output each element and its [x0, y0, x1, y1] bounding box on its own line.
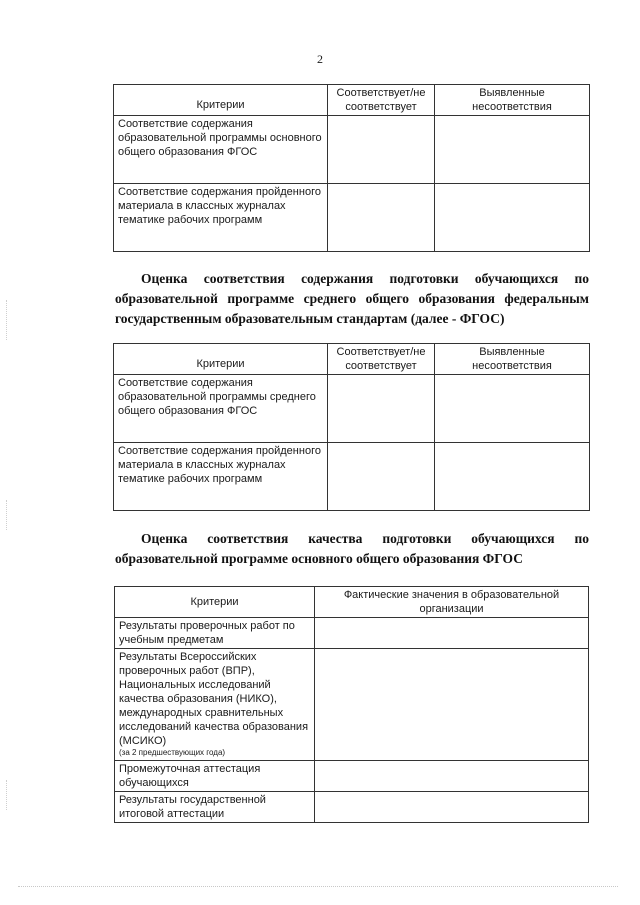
- heading-line: Оценка соответствия качества подготовки обучающихся по: [141, 531, 589, 546]
- header-criteria: Критерии: [115, 587, 315, 618]
- heading-line: Оценка соответствия содержания подготовки обучающихся по: [141, 271, 589, 286]
- compliance-table-basic: [113, 84, 590, 252]
- table-row: [114, 184, 590, 252]
- compliance-table-secondary: [113, 343, 590, 511]
- compliance-cell: [328, 116, 435, 184]
- header-discrepancies: Выявленные несоответствия: [435, 85, 590, 116]
- discrepancies-cell: [435, 184, 590, 252]
- scan-margin-mark: [6, 300, 8, 340]
- discrepancies-cell: [435, 375, 590, 443]
- scan-margin-mark: [6, 500, 8, 530]
- header-discrepancies: Выявленные несоответствия: [435, 344, 590, 375]
- discrepancies-cell: [435, 116, 590, 184]
- header-compliance: Соответствует/не соответствует: [328, 344, 435, 375]
- value-cell: [315, 649, 589, 761]
- header-criteria: Критерии: [114, 85, 328, 116]
- compliance-cell: [328, 184, 435, 252]
- heading-line: образовательной программе основного общего образования ФГОС: [115, 551, 523, 566]
- header-criteria: Критерии: [114, 344, 328, 375]
- value-cell: [315, 761, 589, 792]
- criterion-cell: Результаты проверочных работ по учебным предметам: [115, 618, 315, 649]
- criterion-cell: Соответствие содержания пройденного материала в классных журналах тематике рабочих программ: [114, 184, 328, 252]
- heading-line: государственным образовательным стандартам (далее - ФГОС): [115, 311, 505, 326]
- table-row: [115, 618, 589, 649]
- criterion-cell: Соответствие содержания образовательной программы среднего общего образования ФГОС: [114, 375, 328, 443]
- criterion-cell: Промежуточная аттестация обучающихся: [115, 761, 315, 792]
- heading-line: образовательной программе среднего общего образования федеральным: [115, 291, 589, 306]
- page-number: 2: [317, 52, 323, 66]
- table-row: [114, 375, 590, 443]
- criterion-cell: [115, 649, 315, 761]
- criterion-cell: Соответствие содержания образовательной программы основного общего образования ФГОС: [114, 116, 328, 184]
- criterion-cell: Результаты государственной итоговой аттестации: [115, 792, 315, 823]
- period-note: (за 2 предшествующих года): [119, 748, 226, 757]
- table-row: [114, 116, 590, 184]
- header-actual-values: Фактические значения в образовательной организации: [315, 587, 589, 618]
- quality-table: [114, 586, 589, 823]
- value-cell: [315, 792, 589, 823]
- value-cell: [315, 618, 589, 649]
- discrepancies-cell: [435, 443, 590, 511]
- header-compliance: Соответствует/не соответствует: [328, 85, 435, 116]
- scan-edge-artifact: [18, 886, 618, 889]
- table-row: [114, 443, 590, 511]
- table-row: [115, 792, 589, 823]
- table-row: [115, 761, 589, 792]
- criterion-cell: Соответствие содержания пройденного материала в классных журналах тематике рабочих программ: [114, 443, 328, 511]
- table-row: [115, 649, 589, 761]
- section-heading-quality: [115, 529, 589, 569]
- criterion-text: Результаты Всероссийских проверочных работ (ВПР), Национальных исследований качества образования (НИКО), международных сравнительных исследований качества образования (МСИКО): [119, 651, 309, 747]
- section-heading-secondary: [115, 269, 589, 329]
- compliance-cell: [328, 443, 435, 511]
- scan-margin-mark: [6, 780, 8, 810]
- compliance-cell: [328, 375, 435, 443]
